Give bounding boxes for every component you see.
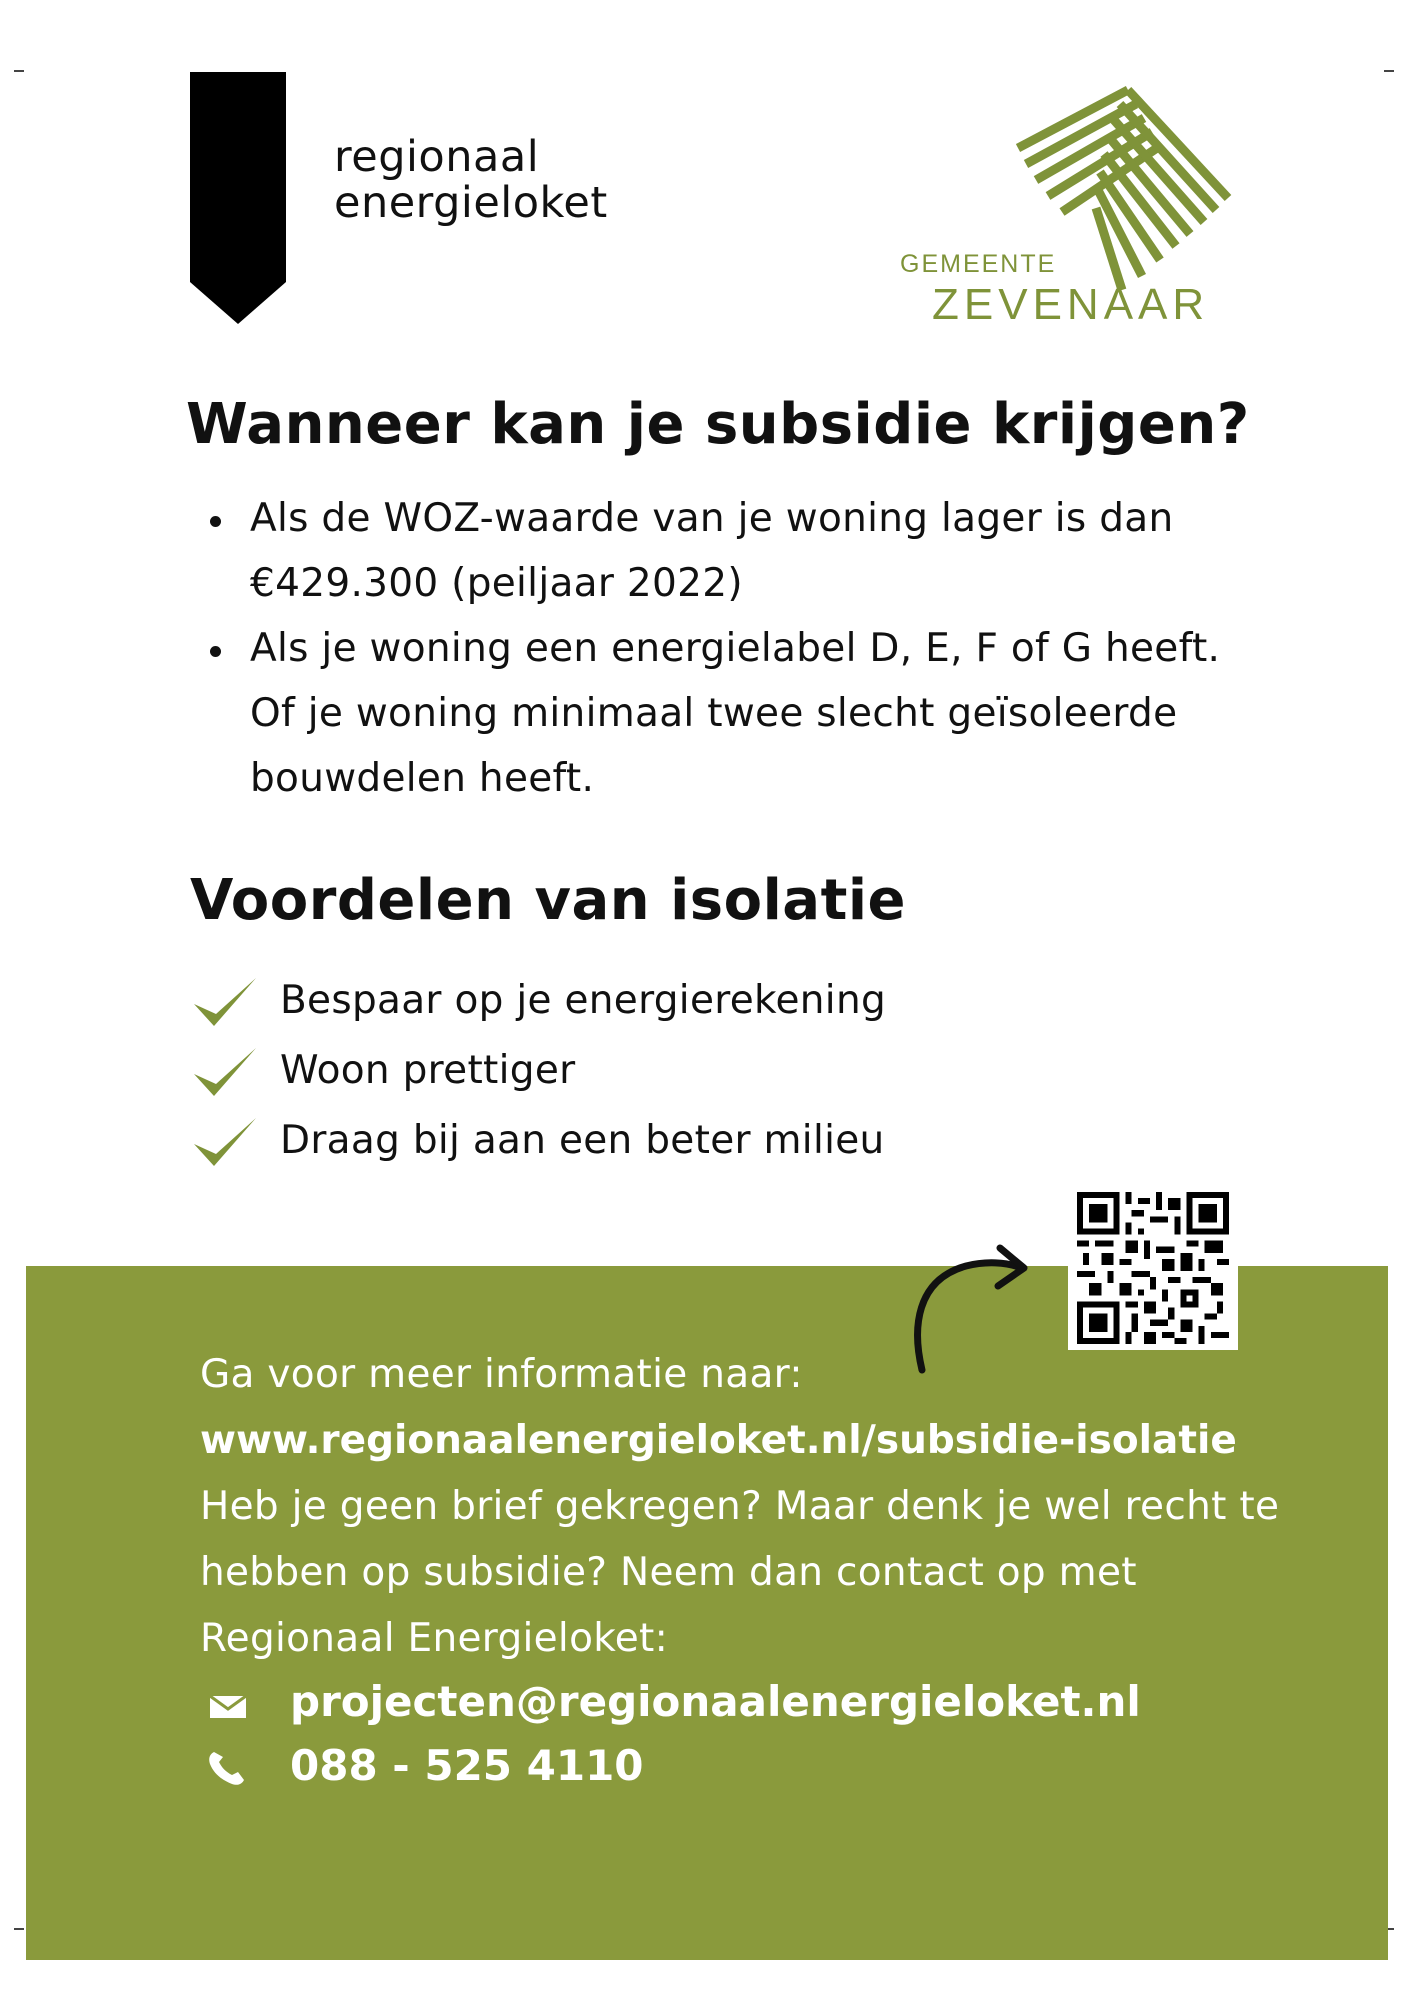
crop-mark bbox=[1384, 70, 1394, 72]
qr-code[interactable] bbox=[1068, 1186, 1238, 1350]
logo-line-1: regionaal bbox=[334, 132, 540, 182]
info-intro: Ga voor meer informatie naar: bbox=[200, 1352, 803, 1397]
benefits-list bbox=[190, 966, 886, 1176]
crop-mark bbox=[14, 1928, 24, 1930]
zevenaar-label: ZEVENAAR bbox=[932, 280, 1210, 329]
phone-icon bbox=[206, 1748, 250, 1788]
check-icon bbox=[190, 1114, 260, 1172]
bullet-icon bbox=[210, 646, 221, 657]
subsidy-heading: Wanneer kan je subsidie krijgen? bbox=[186, 392, 1250, 457]
check-icon bbox=[190, 974, 260, 1032]
regionaal-energieloket-logo-icon bbox=[190, 72, 286, 324]
contact-details bbox=[200, 1670, 1141, 1798]
bullet-icon bbox=[210, 516, 221, 527]
info-text bbox=[200, 1342, 1280, 1672]
condition-text: Als de WOZ-waarde van je woning lager is dan €429.300 (peiljaar 2022) bbox=[250, 496, 1174, 606]
logo-line-2: energieloket bbox=[334, 178, 608, 228]
envelope-icon bbox=[206, 1684, 250, 1724]
benefit-text: Bespaar op je energierekening bbox=[280, 978, 887, 1023]
email-row bbox=[200, 1670, 1141, 1734]
benefits-heading: Voordelen van isolatie bbox=[190, 868, 907, 933]
email-link[interactable]: projecten@regionaalenergieloket.nl bbox=[290, 1677, 1141, 1726]
list-item bbox=[190, 966, 886, 1036]
crop-mark bbox=[14, 70, 24, 72]
gemeente-label: GEMEENTE bbox=[900, 250, 1057, 278]
list-item bbox=[200, 486, 1240, 616]
check-icon bbox=[190, 1044, 260, 1102]
website-link[interactable]: www.regionaalenergieloket.nl/subsidie-isolatie bbox=[200, 1418, 1237, 1463]
info-body: Heb je geen brief gekregen? Maar denk je wel recht te hebben op subsidie? Neem dan contact op met Regionaal Energieloket: bbox=[200, 1484, 1280, 1661]
benefit-text: Woon prettiger bbox=[280, 1048, 576, 1093]
phone-link[interactable]: 088 - 525 4110 bbox=[290, 1741, 644, 1790]
list-item bbox=[190, 1036, 886, 1106]
regionaal-energieloket-wordmark bbox=[334, 134, 608, 226]
benefit-text: Draag bij aan een beter milieu bbox=[280, 1118, 885, 1163]
qr-code-icon bbox=[1076, 1192, 1230, 1344]
subsidy-conditions-list bbox=[200, 486, 1240, 811]
condition-text: Als je woning een energielabel D, E, F of G heeft. Of je woning minimaal twee slecht geïsoleerde bouwdelen heeft. bbox=[250, 626, 1221, 801]
list-item bbox=[190, 1106, 886, 1176]
list-item bbox=[200, 616, 1240, 811]
phone-row bbox=[200, 1734, 1141, 1798]
